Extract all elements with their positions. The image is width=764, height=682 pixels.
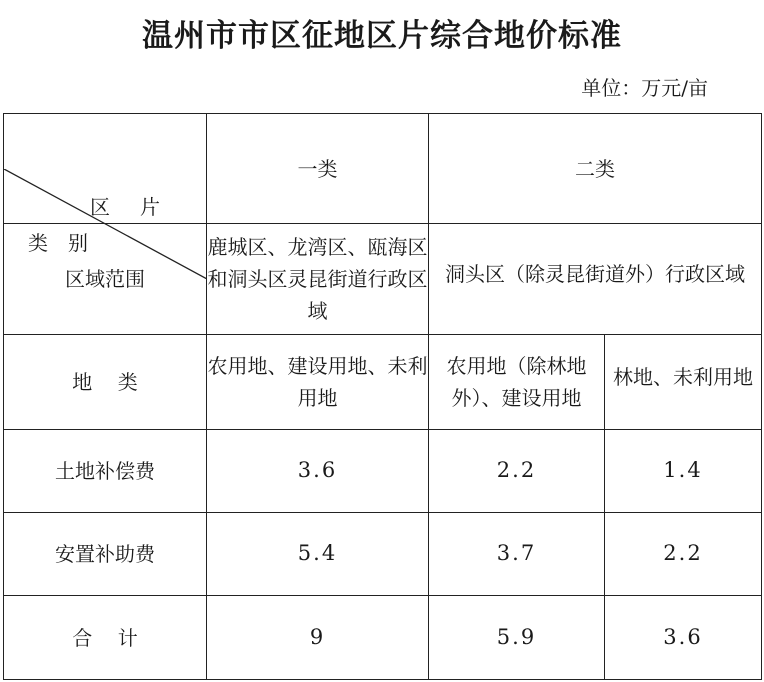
scope-col-1: 鹿城区、龙湾区、瓯海区和洞头区灵昆街道行政区域 (207, 224, 429, 335)
value-cell: 3.6 (207, 430, 429, 513)
corner-label-bottom: 类别 (28, 230, 108, 255)
landtype-label: 地 类 (4, 335, 207, 430)
value-cell: 2.2 (605, 513, 762, 596)
header-col-1: 一类 (207, 114, 429, 224)
diagonal-line (4, 169, 207, 279)
landtype-col-2b: 林地、未利用地 (605, 335, 762, 430)
table-header-row (4, 114, 762, 224)
scope-col-2: 洞头区（除灵昆街道外）行政区域 (429, 224, 762, 335)
document-title: 温州市市区征地区片综合地价标准 (142, 18, 622, 54)
landtype-row (4, 335, 762, 430)
table-row (4, 430, 762, 513)
value-cell: 9 (207, 596, 429, 680)
value-cell: 1.4 (605, 430, 762, 513)
landtype-col-1: 农用地、建设用地、未利用地 (207, 335, 429, 430)
row-label: 土地补偿费 (4, 430, 207, 513)
land-price-table (3, 113, 762, 680)
value-cell: 5.9 (429, 596, 605, 680)
corner-cell (4, 114, 207, 255)
value-cell: 5.4 (207, 513, 429, 596)
unit-label: 单位：万元/亩 (581, 76, 708, 100)
table-row (4, 513, 762, 596)
scope-label: 区域范围 (4, 224, 207, 335)
row-label: 安置补助费 (4, 513, 207, 596)
table-row (4, 596, 762, 680)
corner-label-top: 区片 (90, 194, 190, 219)
value-cell: 3.6 (605, 596, 762, 680)
landtype-col-2a: 农用地（除林地外）、建设用地 (429, 335, 605, 430)
value-cell: 2.2 (429, 430, 605, 513)
header-col-2: 二类 (429, 114, 762, 224)
value-cell: 3.7 (429, 513, 605, 596)
row-label: 合 计 (4, 596, 207, 680)
